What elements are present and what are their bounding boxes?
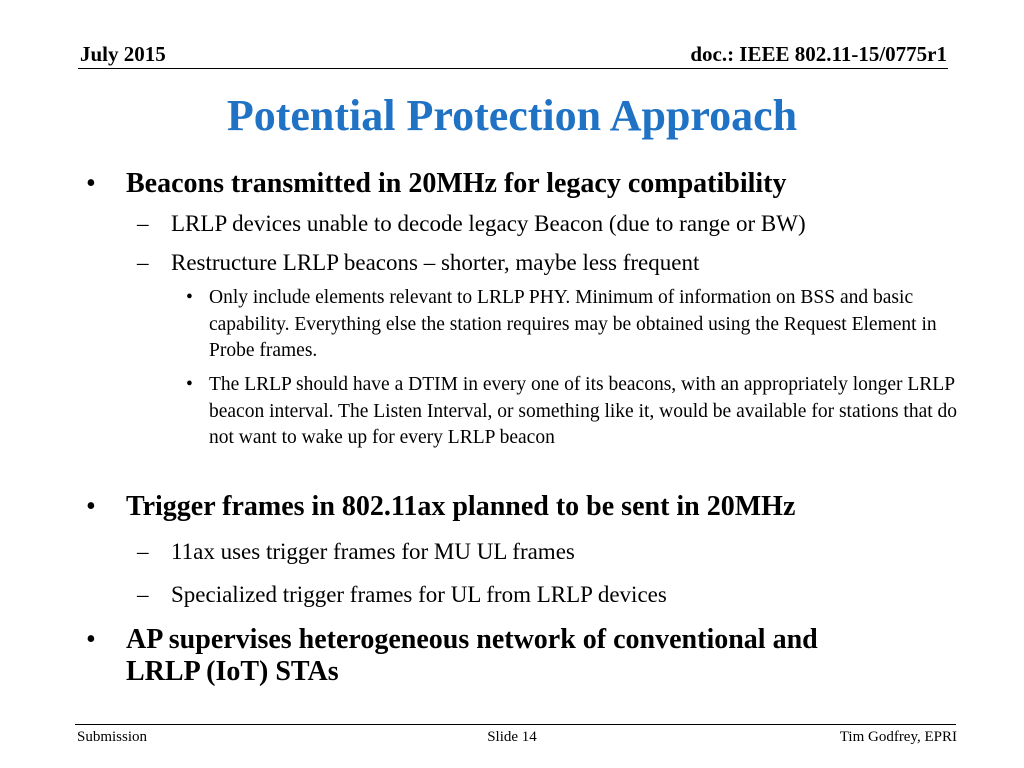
sub-bullet-lrlp-decode (137, 210, 967, 238)
sub-bullet-marker: – (137, 539, 149, 564)
bullet-text: Trigger frames in 802.11ax planned to be sent in 20MHz (126, 491, 796, 522)
sub-bullet-text: Specialized trigger frames for UL from LRLP devices (171, 582, 667, 607)
header-date: July 2015 (80, 42, 166, 66)
sub-bullet-restructure (137, 249, 967, 277)
bullet-marker: • (86, 624, 96, 655)
footer-author: Tim Godfrey, EPRI (839, 729, 957, 745)
bullet-marker: • (86, 168, 96, 199)
bullet-trigger-frames (86, 491, 966, 523)
bullet-marker: • (86, 491, 96, 522)
footer-divider (75, 724, 956, 725)
sub-sub-bullet-elements (186, 285, 976, 365)
sub-sub-bullet-marker: • (186, 374, 193, 395)
sub-bullet-specialized-trigger (137, 581, 967, 609)
footer-submission: Submission (77, 729, 148, 745)
bullet-text: AP supervises heterogeneous network of conventional and LRLP (IoT) STAs (126, 624, 818, 687)
header-divider (78, 68, 948, 69)
header-doc-id: doc.: IEEE 802.11-15/0775r1 (690, 42, 947, 66)
sub-bullet-marker: – (137, 250, 149, 275)
sub-bullet-marker: – (137, 211, 149, 236)
sub-sub-bullet-dtim (186, 372, 976, 452)
sub-sub-bullet-text: Only include elements relevant to LRLP PHY. Minimum of information on BSS and basic capability. Everything else the station requires may be obtained using the Request Element in Probe frames. (209, 287, 937, 361)
bullet-text: Beacons transmitted in 20MHz for legacy compatibility (126, 168, 787, 199)
sub-bullet-text: 11ax uses trigger frames for MU UL frames (171, 539, 575, 564)
bullet-ap-supervises (86, 624, 886, 688)
sub-sub-bullet-text: The LRLP should have a DTIM in every one of its beacons, with an appropriately longer LRLP beacon interval. The Listen Interval, or something like it, would be available for stations that do not want to wake up for every LRLP beacon (209, 374, 958, 448)
footer-slide-number: Slide 14 (487, 729, 537, 745)
sub-sub-bullet-marker: • (186, 287, 193, 308)
sub-bullet-text: LRLP devices unable to decode legacy Beacon (due to range or BW) (171, 211, 806, 236)
sub-bullet-11ax-trigger (137, 538, 967, 566)
bullet-beacons (86, 168, 966, 200)
sub-bullet-text: Restructure LRLP beacons – shorter, maybe less frequent (171, 250, 700, 275)
sub-bullet-marker: – (137, 582, 149, 607)
slide-title: Potential Protection Approach (226, 91, 798, 140)
